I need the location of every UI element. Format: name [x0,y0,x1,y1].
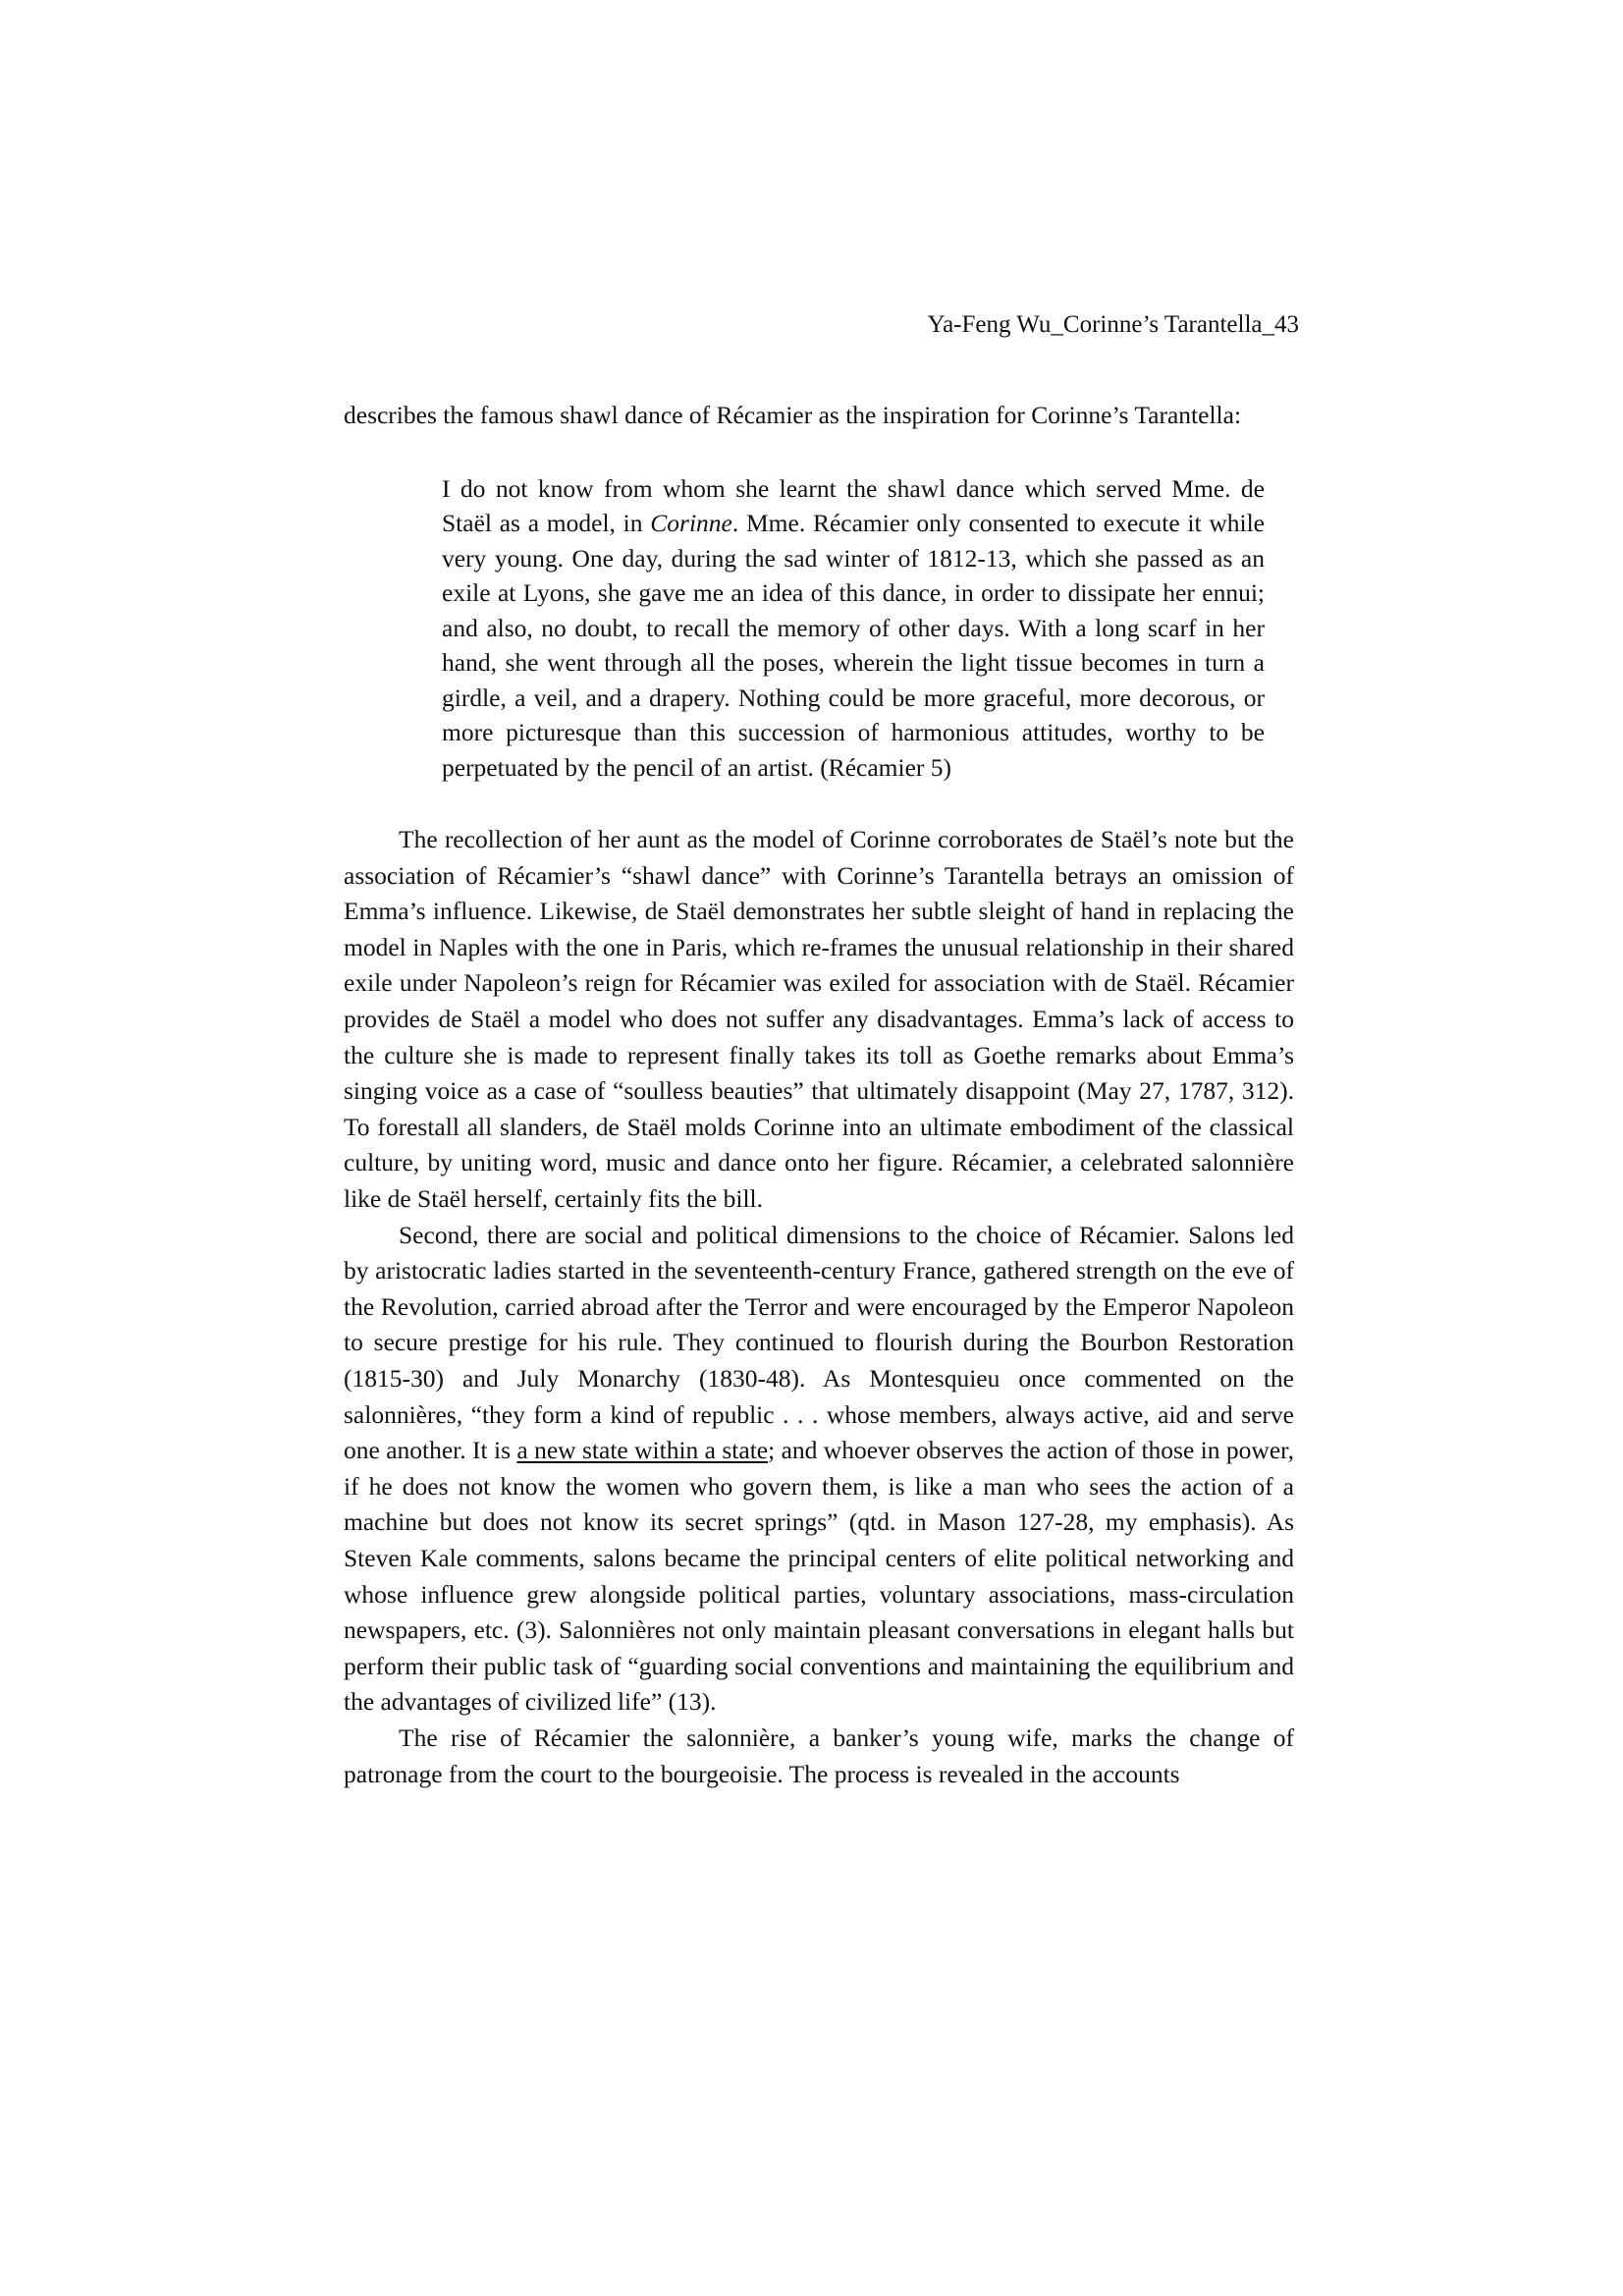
paragraph-2-text-after: ; and whoever observes the action of those in power, if he does not know the women who govern them, is like a man who sees the action of a machine but does not know its secret springs” (qtd. in Mason 127-28, my emphasis). As Steven Kale comments, salons became the principal centers of elite political networking and whose influence grew alongside political parties, voluntary associations, mass-circulation newspapers, etc. (3). Salonnières not only maintain pleasant conversations in elegant halls but perform their public task of “guarding social conventions and maintaining the equilibrium and the advantages of civilized life” (13). [344,1436,1294,1717]
page-body [344,398,1294,1792]
body-paragraph-3: The rise of Récamier the salonnière, a banker’s young wife, marks the change of patronage from the court to the bourgeoisie. The process is revealed in the accounts [344,1722,1294,1788]
quote-text-part2: . Mme. Récamier only consented to execute it while very young. One day, during the sad winter of 1812-13, which she passed as an exile at Lyons, she gave me an idea of this dance, in order to dissipate her ennui; and also, no doubt, to recall the memory of other days. With a long scarf in her hand, she went through all the poses, wherein the light tissue becomes in turn a girdle, a veil, and a drapery. Nothing could be more graceful, more decorous, or more picturesque than this succession of harmonious attitudes, worthy to be perpetuated by the pencil of an artist. (Récamier 5) [442,509,1265,782]
body-paragraph-1: The recollection of her aunt as the model of Corinne corroborates de Staël’s note but the association of Récamier’s “shawl dance” with Corinne’s Tarantella betrays an omission of Emma’s influence. Likewise, de Staël demonstrates her subtle sleight of hand in replacing the model in Naples with the one in Paris, which re-frames the unusual relationship in their shared exile under Napoleon’s reign for Récamier was exiled for association with de Staël. Récamier provides de Staël a model who does not suffer any disadvantages. Emma’s lack of access to the culture she is made to represent finally takes its toll as Goethe remarks about Emma’s singing voice as a case of “soulless beauties” that ultimately disappoint (May 27, 1787, 312). To forestall all slanders, de Staël molds Corinne into an ultimate embodiment of the classical culture, by uniting word, music and dance onto her figure. Récamier, a celebrated salonnière like de Staël herself, certainly fits the bill. [344,825,1294,1214]
running-head: Ya-Feng Wu_Corinne’s Tarantella_43 [927,311,1299,338]
quote-italic-title: Corinne [650,509,732,538]
body-paragraph-2 [344,1218,1294,1721]
intro-paragraph: describes the famous shawl dance of Récamier as the inspiration for Corinne’s Tarantella: [344,401,1242,429]
underlined-emphasis: a new state within a state [516,1436,769,1465]
paragraph-2-text-before: Second, there are social and political dimensions to the choice of Récamier. Salons led by aristocratic ladies started in the seventeenth-century France, gathered strength on the eve of the Revolution, carried abroad after the Terror and were encouraged by the Emperor Napoleon to secure prestige for his rule. They continued to flourish during the Bourbon Restoration (1815-30) and July Monarchy (1830-48). As Montesquieu once commented on the salonnières, “they form a kind of republic . . . whose members, always active, aid and serve one another. It is [344,1220,1294,1465]
quote-text-part1: I do not know from whom she learnt the shawl dance which served Mme. de Staël as a model, in [442,473,1265,538]
block-quote [442,471,1265,786]
